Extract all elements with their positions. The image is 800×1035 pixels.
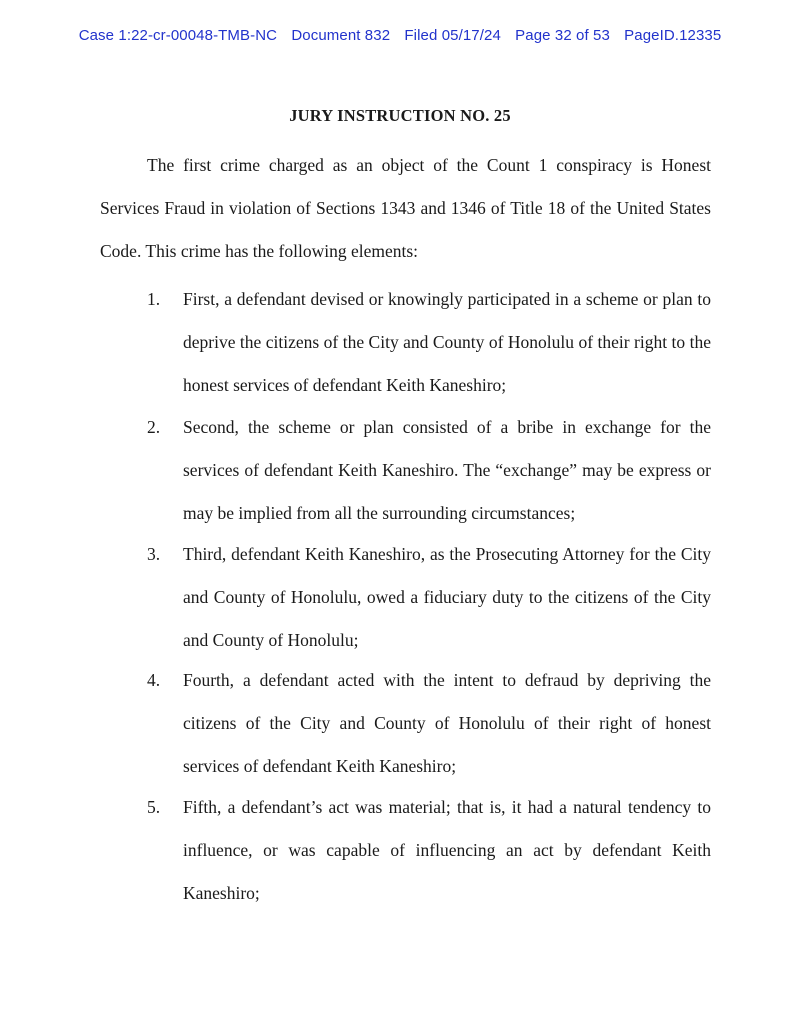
document-number: Document 832 — [291, 27, 391, 44]
court-filing-header — [0, 27, 800, 44]
filed-date: Filed 05/17/24 — [404, 27, 501, 44]
element-item-3 — [100, 533, 711, 662]
page-title: JURY INSTRUCTION NO. 25 — [289, 106, 511, 125]
element-text: Fifth, a defendant’s act was material; that is, it had a natural tendency to influence, or was capable of influencing an act by defendant Keith Kaneshiro; — [183, 797, 711, 903]
element-number: 1. — [147, 289, 161, 309]
element-number: 3. — [147, 544, 161, 564]
page-count: Page 32 of 53 — [515, 27, 610, 44]
element-text: Second, the scheme or plan consisted of a bribe in exchange for the services of defendant Keith Kaneshiro. The “exchange” may be express or may be implied from all the surrounding circumstances; — [183, 417, 711, 523]
element-item-4 — [100, 659, 711, 788]
intro-paragraph-block — [100, 144, 711, 273]
element-number: 4. — [147, 670, 161, 690]
element-text: First, a defendant devised or knowingly participated in a scheme or plan to deprive the citizens of the City and County of Honolulu of their right to the honest services of defendant Keith Kaneshiro; — [183, 289, 711, 395]
element-item-5 — [100, 786, 711, 915]
intro-paragraph: The first crime charged as an object of the Count 1 conspiracy is Honest Services Fraud in violation of Sections 1343 and 1346 of Title 18 of the United States Code. This crime has the following elements: — [100, 155, 711, 261]
case-number: Case 1:22-cr-00048-TMB-NC — [78, 27, 278, 44]
element-number: 5. — [147, 797, 161, 817]
element-item-1 — [100, 278, 711, 407]
element-number: 2. — [147, 417, 161, 437]
element-item-2 — [100, 406, 711, 535]
page-id: PageID.12335 — [624, 27, 722, 44]
element-text: Fourth, a defendant acted with the intent to defraud by depriving the citizens of the City and County of Honolulu of their right of honest services of defendant Keith Kaneshiro; — [183, 670, 711, 776]
element-text: Third, defendant Keith Kaneshiro, as the Prosecuting Attorney for the City and County of Honolulu, owed a fiduciary duty to the citizens of the City and County of Honolulu; — [183, 544, 711, 650]
